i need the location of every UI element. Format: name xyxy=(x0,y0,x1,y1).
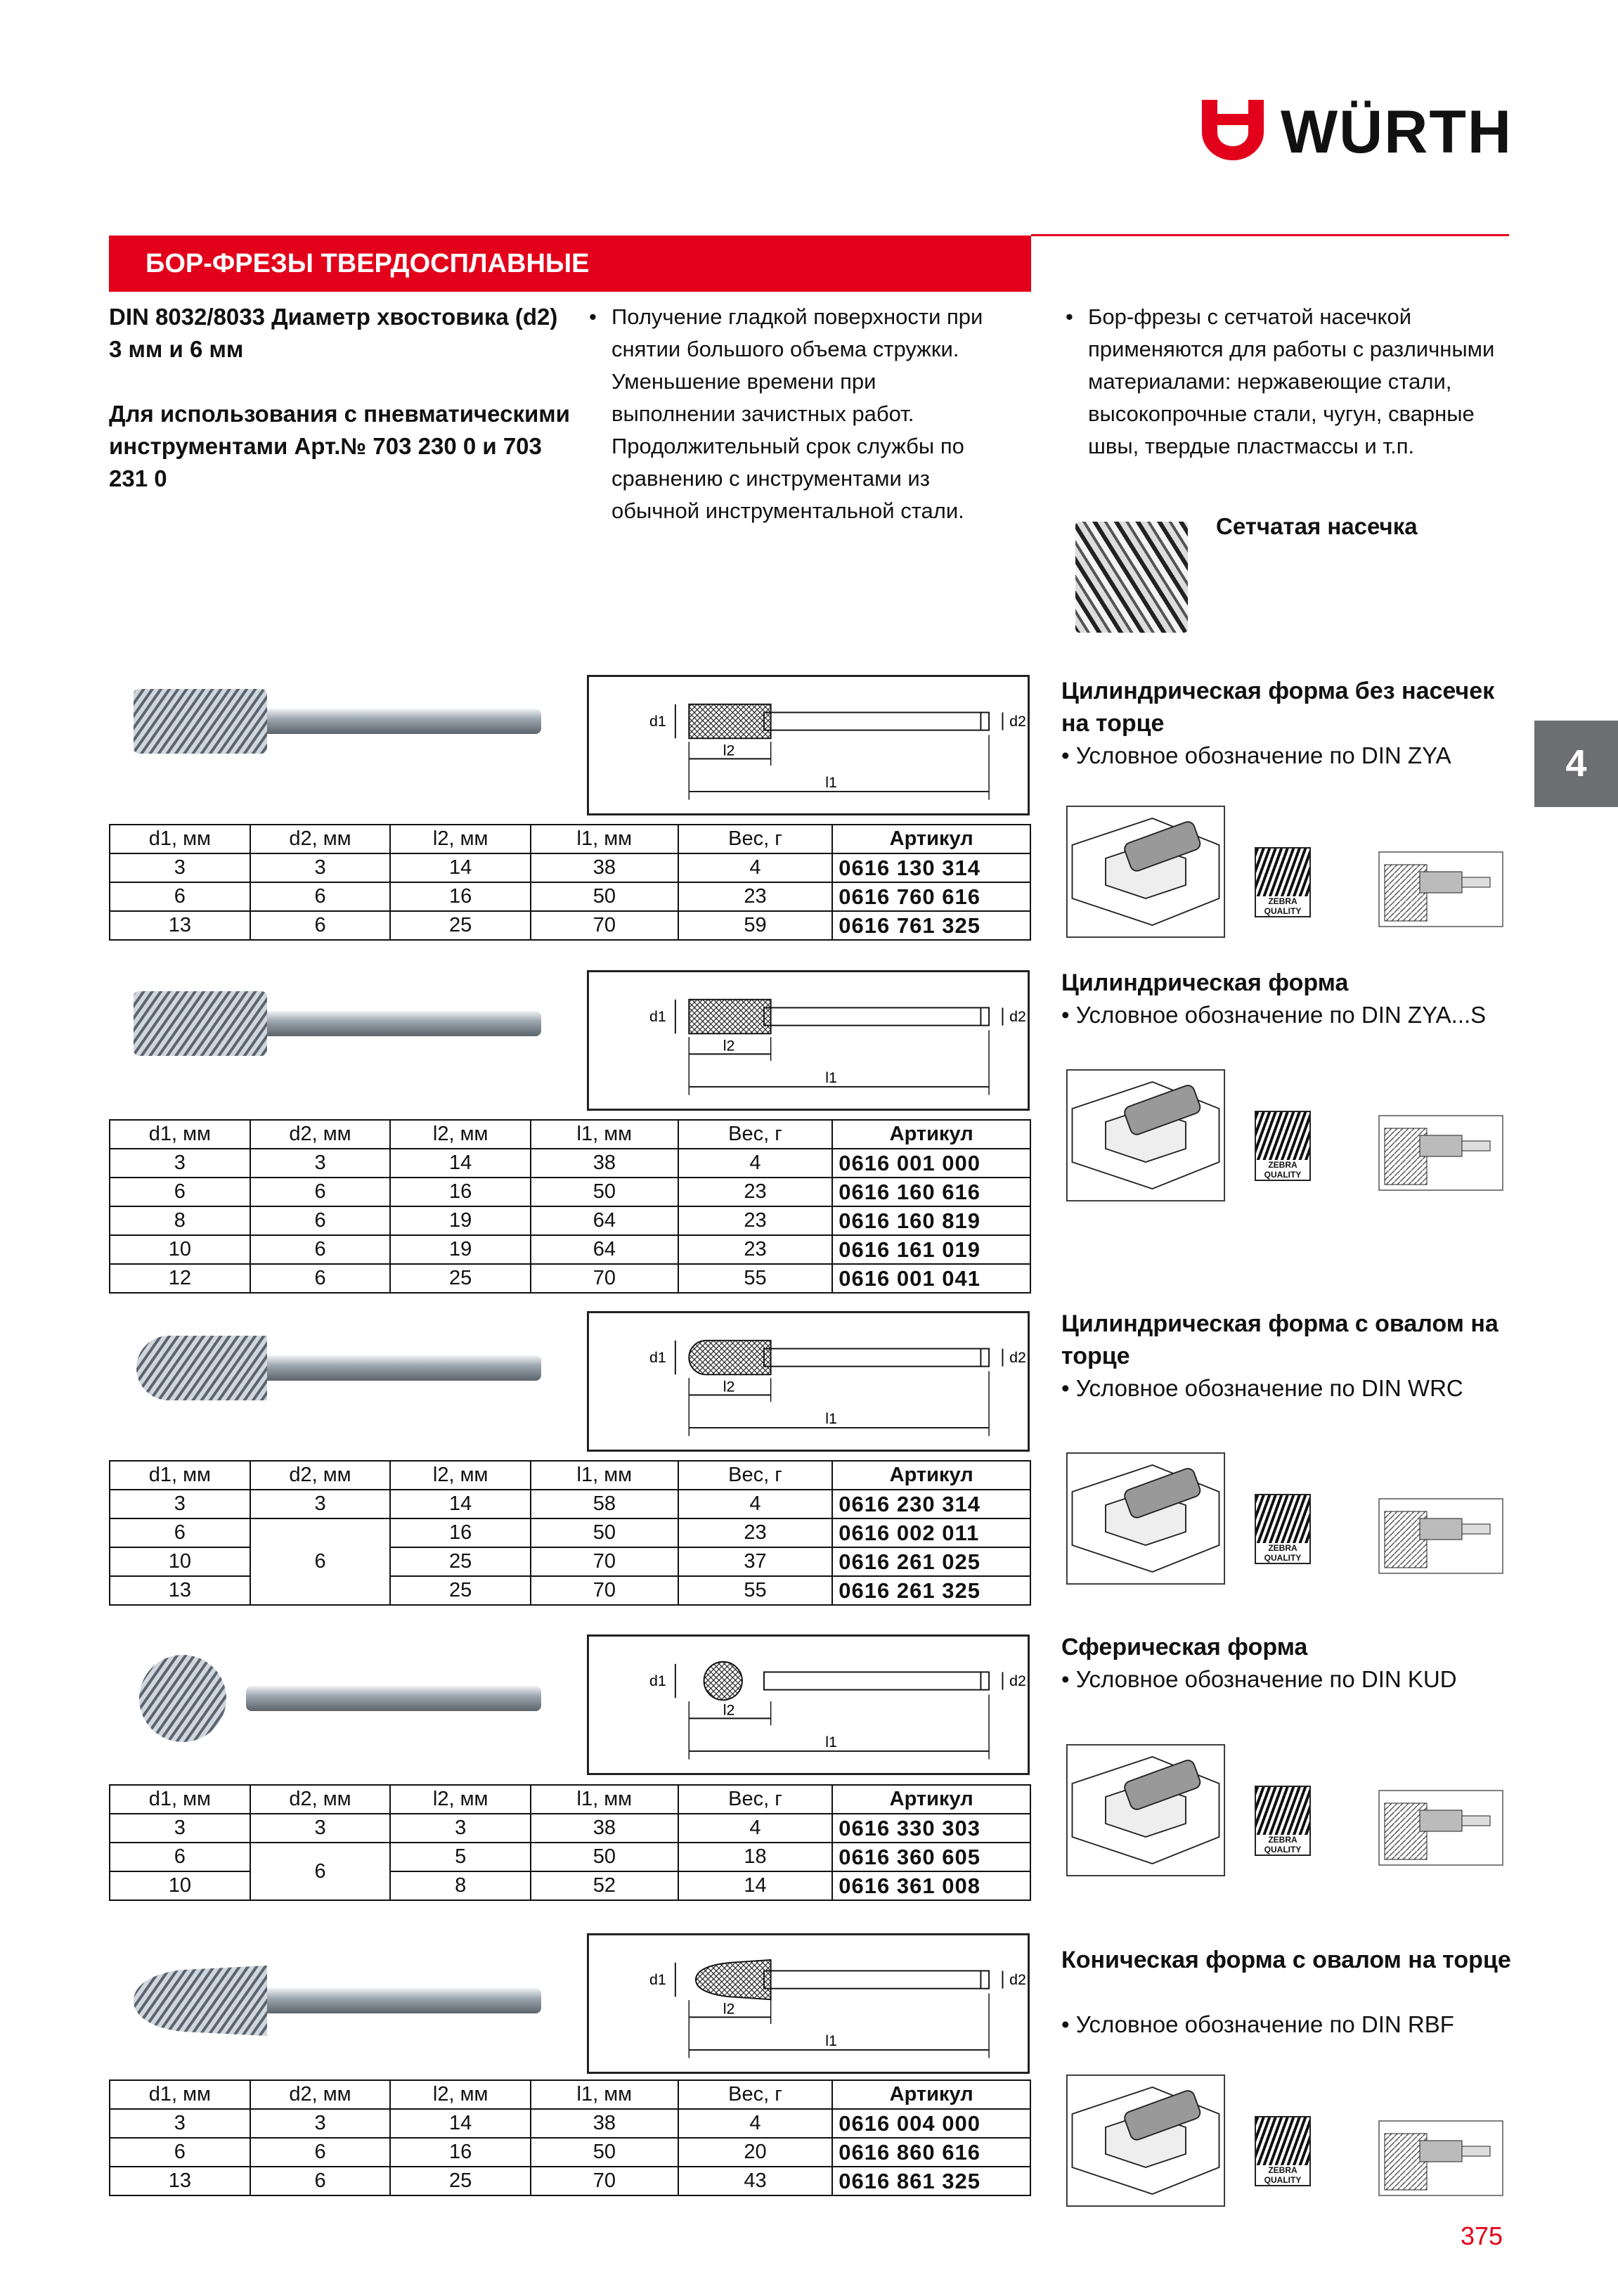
din-designation: • Условное обозначение по DIN ZYA xyxy=(1061,742,1451,768)
table-cell: 18 xyxy=(678,1843,833,1871)
column-header: Вес, г xyxy=(678,2080,833,2109)
intro-specs xyxy=(109,301,573,527)
table-cell: 23 xyxy=(678,1235,833,1264)
table-cell: 8 xyxy=(390,1871,531,1900)
table-cell: 3 xyxy=(110,853,250,882)
side-view-picture xyxy=(1378,2120,1504,2200)
article-number: 0616 001 041 xyxy=(832,1264,1030,1293)
table-cell: 55 xyxy=(678,1264,833,1293)
table-cell: 6 xyxy=(110,1178,250,1206)
table-cell: 25 xyxy=(390,911,531,940)
dim-d2: d2 xyxy=(1009,1672,1026,1689)
table-cell: 10 xyxy=(110,1235,250,1264)
dimension-drawing-2 xyxy=(587,970,1030,1111)
section-title: Цилиндрическая форма без насечек на торце xyxy=(1061,678,1495,737)
table-cell: 6 xyxy=(110,1518,250,1547)
table-cell: 14 xyxy=(390,1149,531,1178)
spec-table-1 xyxy=(109,824,1031,941)
zebra-quality-icon xyxy=(1255,847,1311,917)
dimension-drawing-5 xyxy=(587,1933,1030,2074)
dim-l2: l2 xyxy=(723,2000,735,2018)
table-cell: 23 xyxy=(678,1518,833,1547)
article-number: 0616 360 605 xyxy=(832,1843,1030,1871)
chapter-tab: 4 xyxy=(1534,721,1618,807)
din-designation: • Условное обозначение по DIN WRC xyxy=(1061,1375,1463,1401)
column-header: l2, мм xyxy=(390,1120,531,1149)
table-cell: 4 xyxy=(678,1149,833,1178)
dim-l1: l1 xyxy=(825,1069,837,1087)
table-cell: 8 xyxy=(110,1206,250,1235)
table-cell: 10 xyxy=(110,1547,250,1576)
table-cell: 6 xyxy=(110,2138,250,2167)
application-picture xyxy=(1061,1743,1230,1881)
table-cell: 25 xyxy=(390,1576,531,1605)
table-cell: 13 xyxy=(110,1576,250,1605)
dim-d2: d2 xyxy=(1009,1007,1026,1025)
table-cell: 3 xyxy=(250,1490,391,1518)
article-number: 0616 130 314 xyxy=(832,853,1030,882)
table-cell: 19 xyxy=(390,1206,531,1235)
intro-usage: Для использования с пневматическими инструментами Арт.№ 703 230 0 и 703 231 0 xyxy=(109,401,570,491)
column-header: l1, мм xyxy=(531,825,678,853)
column-header: l1, мм xyxy=(531,2080,678,2109)
application-picture xyxy=(1061,2074,1230,2211)
table-row xyxy=(110,2138,1030,2167)
burr-photo-1 xyxy=(105,668,555,773)
table-cell: 16 xyxy=(390,1518,531,1547)
column-header: Артикул xyxy=(832,2080,1030,2109)
table-cell: 4 xyxy=(678,2109,833,2138)
article-number: 0616 361 008 xyxy=(832,1871,1030,1900)
table-cell: 3 xyxy=(110,1149,250,1178)
intro-right-bullet: • Бор-фрезы с сетчатой насечкой применяются для работы с различными материалами: нержавеющие стали, высокопрочные стали, чугун, сварные швы, твердые пластмассы и т.п. xyxy=(1066,304,1495,458)
table-cell: 10 xyxy=(110,1871,250,1900)
article-number: 0616 161 019 xyxy=(832,1235,1030,1264)
table-row xyxy=(110,1547,1030,1576)
zebra-label: ZEBRA QUALITY xyxy=(1256,2165,1309,2185)
table-row xyxy=(110,1576,1030,1605)
article-number: 0616 160 819 xyxy=(832,1206,1030,1235)
table-row xyxy=(110,1871,1030,1900)
table-cell: 70 xyxy=(531,1576,678,1605)
intro-right-text: Бор-фрезы с сетчатой насечкой применяются для работы с различными материалами: нержавеющие стали, высокопрочные стали, чугун, сварные швы, твердые пластмассы и т.п. xyxy=(1088,304,1495,458)
burr-photo-3 xyxy=(105,1315,555,1420)
zebra-label: ZEBRA QUALITY xyxy=(1256,1543,1309,1563)
column-header: d2, мм xyxy=(250,1120,391,1149)
column-header: d1, мм xyxy=(110,1120,250,1149)
article-number: 0616 261 025 xyxy=(832,1547,1030,1576)
din-designation: • Условное обозначение по DIN KUD xyxy=(1061,1666,1457,1692)
side-view-picture xyxy=(1378,1497,1504,1578)
table-cell: 23 xyxy=(678,1206,833,1235)
column-header: Артикул xyxy=(832,1785,1030,1814)
column-header: d2, мм xyxy=(250,825,391,853)
page-title: БОР-ФРЕЗЫ ТВЕРДОСПЛАВНЫЕ xyxy=(109,236,1031,292)
table-cell: 3 xyxy=(250,2109,391,2138)
table-cell: 5 xyxy=(390,1843,531,1871)
column-header: Артикул xyxy=(832,1461,1030,1490)
din-designation: • Условное обозначение по DIN RBF xyxy=(1061,2011,1454,2037)
article-number: 0616 230 314 xyxy=(832,1490,1030,1518)
article-number: 0616 261 325 xyxy=(832,1576,1030,1605)
table-cell: 70 xyxy=(531,2167,678,2195)
column-header: l2, мм xyxy=(390,1461,531,1490)
application-picture xyxy=(1061,1452,1230,1589)
column-header: l1, мм xyxy=(531,1120,678,1149)
table-cell: 25 xyxy=(390,1547,531,1576)
spec-table-4 xyxy=(109,1784,1031,1901)
dim-l1: l1 xyxy=(825,774,837,792)
column-header: d1, мм xyxy=(110,825,250,853)
table-cell: 23 xyxy=(678,1178,833,1206)
article-number: 0616 860 616 xyxy=(832,2138,1030,2167)
table-cell: 19 xyxy=(390,1235,531,1264)
table-cell: 55 xyxy=(678,1576,833,1605)
dim-d1: d1 xyxy=(649,1348,666,1366)
table-row xyxy=(110,1206,1030,1235)
article-number: 0616 004 000 xyxy=(832,2109,1030,2138)
zebra-quality-icon xyxy=(1255,1111,1311,1181)
zebra-quality-icon xyxy=(1255,2116,1311,2186)
table-cell: 59 xyxy=(678,911,833,940)
table-cell: 6 xyxy=(250,2167,391,2195)
dim-l1: l1 xyxy=(825,1734,837,1751)
zebra-quality-icon xyxy=(1255,1494,1311,1564)
column-header: l2, мм xyxy=(390,1785,531,1814)
article-number: 0616 760 616 xyxy=(832,882,1030,911)
table-cell: 70 xyxy=(531,1264,678,1293)
table-cell: 38 xyxy=(531,2109,678,2138)
table-cell: 6 xyxy=(250,1264,391,1293)
table-cell: 13 xyxy=(110,911,250,940)
table-cell: 64 xyxy=(531,1206,678,1235)
zebra-quality-icon xyxy=(1255,1786,1311,1856)
table-cell: 14 xyxy=(390,853,531,882)
column-header: l2, мм xyxy=(390,825,531,853)
table-cell: 4 xyxy=(678,1490,833,1518)
table-cell: 3 xyxy=(250,1814,391,1843)
table-cell: 38 xyxy=(531,1814,678,1843)
spec-table-5 xyxy=(109,2079,1031,2196)
column-header: l2, мм xyxy=(390,2080,531,2109)
application-picture xyxy=(1061,1069,1230,1206)
brand-name: WÜRTH xyxy=(1281,98,1513,166)
wurth-logo-icon xyxy=(1202,100,1264,160)
table-row xyxy=(110,1149,1030,1178)
table-cell: 14 xyxy=(678,1871,833,1900)
table-cell: 50 xyxy=(531,1843,678,1871)
table-cell: 38 xyxy=(531,1149,678,1178)
cell-d2: 6 xyxy=(250,1518,391,1605)
dim-d1: d1 xyxy=(649,1007,666,1025)
application-picture xyxy=(1061,805,1230,942)
column-header: l1, мм xyxy=(531,1785,678,1814)
zebra-label: ZEBRA QUALITY xyxy=(1256,1835,1309,1855)
article-number: 0616 330 303 xyxy=(832,1814,1030,1843)
burr-photo-2 xyxy=(105,970,555,1076)
intro-middle-text: Получение гладкой поверхности при снятии большого объема стружки. Уменьшение времени при выполнении зачистных работ. Продолжительный срок службы по сравнению с инструментами из обычной инструментальной стали. xyxy=(611,304,983,523)
dim-d2: d2 xyxy=(1009,1971,1026,1988)
zebra-label: ZEBRA QUALITY xyxy=(1256,1160,1309,1180)
table-cell: 12 xyxy=(110,1264,250,1293)
intro-middle-bullet: • Получение гладкой поверхности при снятии большого объема стружки. Уменьшение времени при выполнении зачистных работ. Продолжительный срок службы по сравнению с инструментами из обычной инструментальной стали. xyxy=(589,304,983,523)
column-header: d1, мм xyxy=(110,1461,250,1490)
table-cell: 70 xyxy=(531,911,678,940)
dimension-drawing-3 xyxy=(587,1311,1030,1452)
burr-photo-5 xyxy=(105,1947,555,2053)
dim-l1: l1 xyxy=(825,1410,837,1428)
table-row xyxy=(110,2167,1030,2195)
table-row xyxy=(110,1235,1030,1264)
article-number: 0616 002 011 xyxy=(832,1518,1030,1547)
table-row xyxy=(110,853,1030,882)
table-cell: 23 xyxy=(678,882,833,911)
table-cell: 50 xyxy=(531,1178,678,1206)
column-header: Артикул xyxy=(832,825,1030,853)
column-header: l1, мм xyxy=(531,1461,678,1490)
column-header: d1, мм xyxy=(110,2080,250,2109)
column-header: d2, мм xyxy=(250,1785,391,1814)
column-header: d2, мм xyxy=(250,2080,391,2109)
spec-table-2 xyxy=(109,1119,1031,1294)
din-designation: • Условное обозначение по DIN ZYA...S xyxy=(1061,1002,1487,1028)
table-cell: 6 xyxy=(110,882,250,911)
table-cell: 50 xyxy=(531,1518,678,1547)
dim-l2: l2 xyxy=(723,742,735,759)
table-row xyxy=(110,1814,1030,1843)
sample-label: Сетчатая насечка xyxy=(1216,513,1418,539)
table-row xyxy=(110,1264,1030,1293)
table-cell: 6 xyxy=(110,1843,250,1871)
table-cell: 6 xyxy=(250,911,391,940)
side-view-picture xyxy=(1378,1114,1504,1195)
dimension-drawing-1 xyxy=(587,675,1030,815)
dim-d2: d2 xyxy=(1009,1348,1026,1366)
spec-table-3 xyxy=(109,1460,1031,1606)
table-row xyxy=(110,1518,1030,1547)
table-row xyxy=(110,2109,1030,2138)
column-header: Вес, г xyxy=(678,1120,833,1149)
dim-d2: d2 xyxy=(1009,712,1026,730)
intro-din: DIN 8032/8033 Диаметр хвостовика (d2) 3 мм и 6 мм xyxy=(109,304,558,362)
table-cell: 70 xyxy=(531,1547,678,1576)
table-cell: 3 xyxy=(390,1814,531,1843)
table-cell: 6 xyxy=(250,1178,391,1206)
table-cell: 16 xyxy=(390,2138,531,2167)
table-cell: 43 xyxy=(678,2167,833,2195)
table-cell: 50 xyxy=(531,882,678,911)
column-header: d1, мм xyxy=(110,1785,250,1814)
table-cell: 3 xyxy=(250,853,391,882)
table-cell: 3 xyxy=(110,2109,250,2138)
table-cell: 6 xyxy=(250,1235,391,1264)
article-number: 0616 761 325 xyxy=(832,911,1030,940)
table-cell: 16 xyxy=(390,882,531,911)
table-cell: 6 xyxy=(250,2138,391,2167)
dim-l2: l2 xyxy=(723,1378,735,1395)
table-cell: 6 xyxy=(250,882,391,911)
cross-cut-sample-image xyxy=(1075,522,1188,633)
table-cell: 13 xyxy=(110,2167,250,2195)
burr-photo-4 xyxy=(105,1645,555,1750)
cell-d2: 6 xyxy=(250,1843,391,1900)
table-cell: 38 xyxy=(531,853,678,882)
column-header: Вес, г xyxy=(678,825,833,853)
dim-d1: d1 xyxy=(649,712,666,730)
table-cell: 14 xyxy=(390,2109,531,2138)
table-cell: 25 xyxy=(390,1264,531,1293)
table-cell: 3 xyxy=(110,1814,250,1843)
column-header: Артикул xyxy=(832,1120,1030,1149)
table-cell: 50 xyxy=(531,2138,678,2167)
table-cell: 3 xyxy=(250,1149,391,1178)
column-header: Вес, г xyxy=(678,1785,833,1814)
header-divider xyxy=(1031,234,1509,236)
column-header: d2, мм xyxy=(250,1461,391,1490)
table-cell: 6 xyxy=(250,1206,391,1235)
dim-d1: d1 xyxy=(649,1971,666,1988)
dim-d1: d1 xyxy=(649,1672,666,1689)
table-row xyxy=(110,911,1030,940)
table-row xyxy=(110,1178,1030,1206)
table-cell: 3 xyxy=(110,1490,250,1518)
section-title: Цилиндрическая форма с овалом на торце xyxy=(1061,1310,1499,1369)
table-cell: 4 xyxy=(678,1814,833,1843)
table-cell: 4 xyxy=(678,853,833,882)
side-view-picture xyxy=(1378,1789,1504,1870)
table-cell: 25 xyxy=(390,2167,531,2195)
dim-l2: l2 xyxy=(723,1701,735,1719)
article-number: 0616 001 000 xyxy=(832,1149,1030,1178)
table-row xyxy=(110,882,1030,911)
section-title: Коническая форма с овалом на торце xyxy=(1061,1947,1511,1973)
table-cell: 14 xyxy=(390,1490,531,1518)
table-cell: 58 xyxy=(531,1490,678,1518)
section-title: Цилиндрическая форма xyxy=(1061,969,1349,996)
page-number: 375 xyxy=(1461,2221,1503,2250)
article-number: 0616 160 616 xyxy=(832,1178,1030,1206)
table-cell: 52 xyxy=(531,1871,678,1900)
table-cell: 64 xyxy=(531,1235,678,1264)
table-cell: 20 xyxy=(678,2138,833,2167)
side-view-picture xyxy=(1378,851,1504,931)
dim-l1: l1 xyxy=(825,2032,837,2050)
zebra-label: ZEBRA QUALITY xyxy=(1256,896,1309,916)
table-row xyxy=(110,1490,1030,1518)
dimension-drawing-4 xyxy=(587,1634,1030,1775)
article-number: 0616 861 325 xyxy=(832,2167,1030,2195)
table-cell: 37 xyxy=(678,1547,833,1576)
table-cell: 16 xyxy=(390,1178,531,1206)
column-header: Вес, г xyxy=(678,1461,833,1490)
section-title: Сферическая форма xyxy=(1061,1634,1308,1660)
dim-l2: l2 xyxy=(723,1037,735,1055)
table-row xyxy=(110,1843,1030,1871)
